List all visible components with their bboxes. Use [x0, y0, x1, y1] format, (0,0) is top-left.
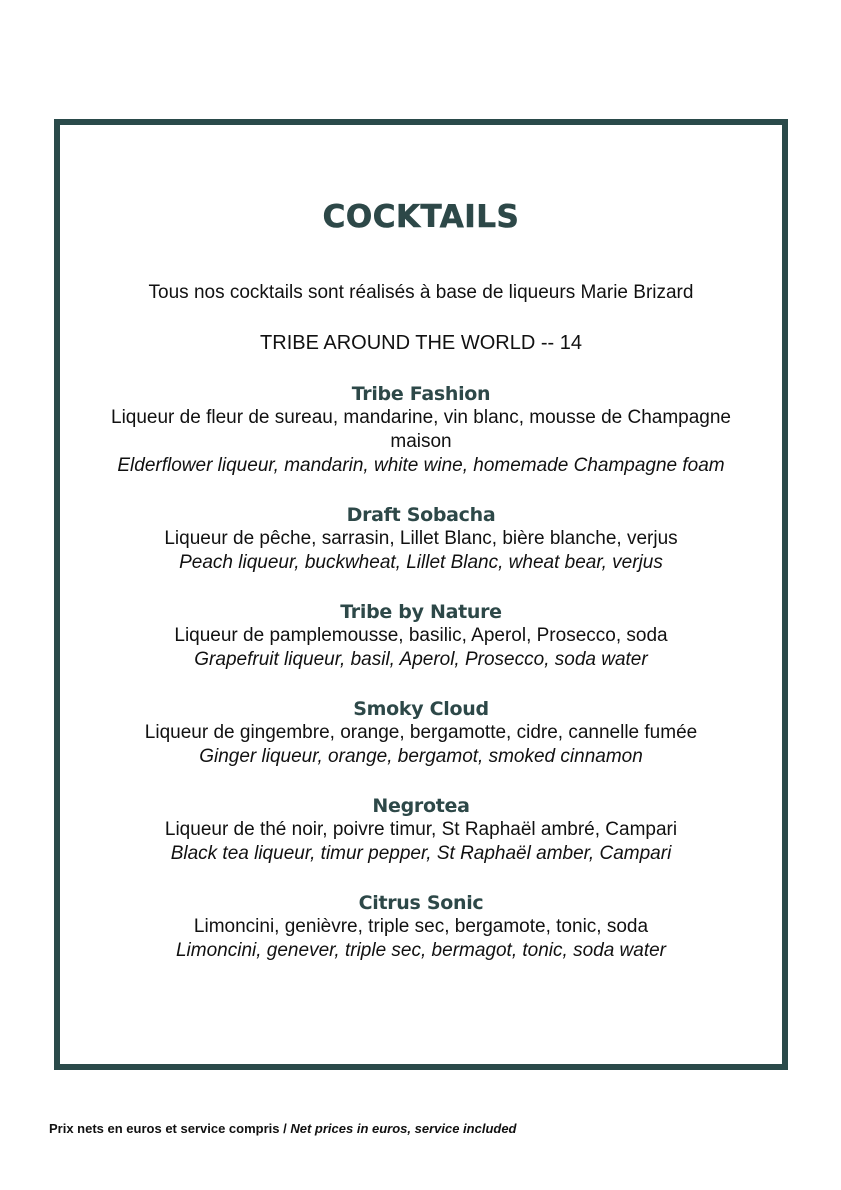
drink-description-en: Ginger liqueur, orange, bergamot, smoked cinnamon: [199, 746, 643, 767]
drink-description-fr: Liqueur de fleur de sureau, mandarine, vin blanc, mousse de Champagne maison: [111, 407, 731, 452]
drink-description-fr: Liqueur de thé noir, poivre timur, St Raphaël ambré, Campari: [164, 819, 678, 840]
drink-name: Citrus Sonic: [358, 892, 484, 914]
price-footer: [49, 1121, 517, 1136]
menu-title: COCKTAILS: [322, 199, 520, 235]
drink-description-fr: Liqueur de gingembre, orange, bergamotte, cidre, cannelle fumée: [144, 722, 698, 743]
drink-description-fr: Liqueur de pamplemousse, basilic, Aperol, Prosecco, soda: [174, 625, 668, 646]
drink-name: Smoky Cloud: [353, 698, 489, 720]
drink-item: [100, 600, 742, 672]
drink-description-en: Black tea liqueur, timur pepper, St Raphaël amber, Campari: [170, 843, 672, 864]
drink-item: [100, 891, 742, 963]
drink-item: [100, 382, 742, 478]
drink-description-fr: Liqueur de pêche, sarrasin, Lillet Blanc, bière blanche, verjus: [164, 528, 678, 549]
drink-description-en: Grapefruit liqueur, basil, Aperol, Prosecco, soda water: [194, 649, 648, 670]
menu-intro: Tous nos cocktails sont réalisés à base de liqueurs Marie Brizard: [148, 282, 694, 303]
drink-item: [100, 697, 742, 769]
drink-description-en: Peach liqueur, buckwheat, Lillet Blanc, wheat bear, verjus: [179, 552, 663, 573]
footer-text-fr: Prix nets en euros et service compris /: [49, 1121, 287, 1136]
drink-name: Draft Sobacha: [346, 504, 496, 526]
drink-item: [100, 794, 742, 866]
drink-description-en: Elderflower liqueur, mandarin, white wine, homemade Champagne foam: [117, 455, 725, 476]
footer-text-en: Net prices in euros, service included: [290, 1121, 517, 1136]
menu-frame: [54, 119, 788, 1070]
drink-name: Tribe by Nature: [340, 601, 502, 623]
section-title: TRIBE AROUND THE WORLD -- 14: [260, 332, 582, 354]
drink-name: Negrotea: [372, 795, 470, 817]
drink-name: Tribe Fashion: [351, 383, 491, 405]
drink-description-fr: Limoncini, genièvre, triple sec, bergamote, tonic, soda: [193, 916, 649, 937]
drink-description-en: Limoncini, genever, triple sec, bermagot, tonic, soda water: [175, 940, 667, 961]
drink-list: [100, 382, 742, 988]
drink-item: [100, 503, 742, 575]
